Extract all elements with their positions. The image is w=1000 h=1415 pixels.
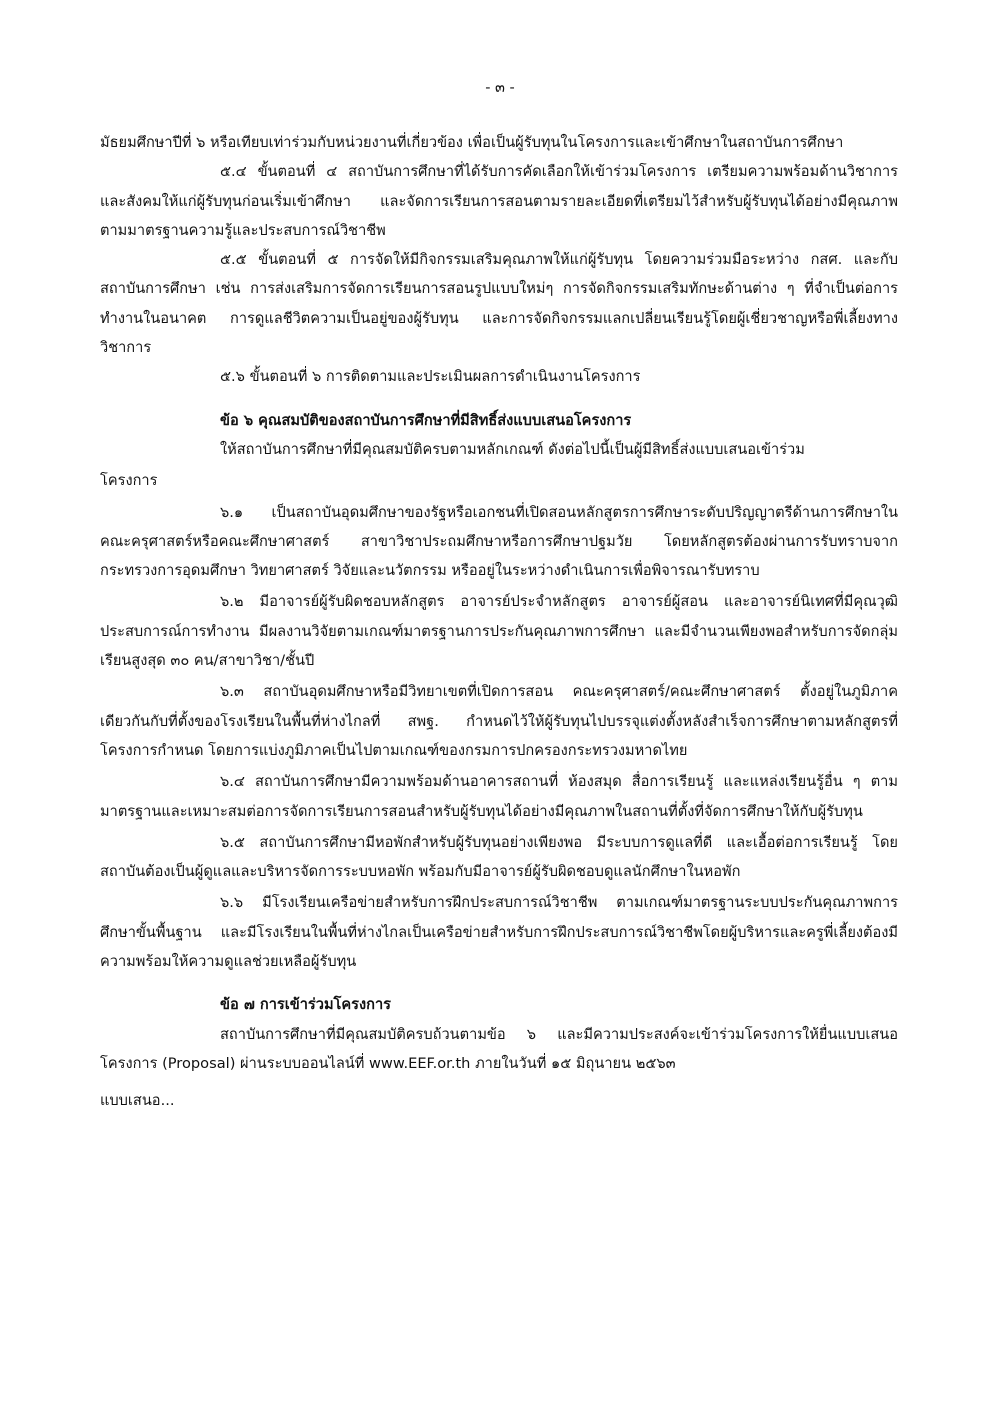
paragraph-6-3: ๖.๓ สถาบันอุดมศึกษาหรือมีวิทยาเขตที่เปิดการสอน คณะครุศาสตร์/คณะศึกษาศาสตร์ ตั้งอยู่ในภูมิภาคเดียวกันกับที่ตั้งของโรงเรียนในพื้นที่ห่างไกลที่ สพฐ. กำหนดไว้ให้ผู้รับทุนไปบรรจุแต่งตั้งหลังสำเร็จการศึกษาตามหลักสูตรที่โครงการกำหนด โดยการแบ่งภูมิภาคเป็นไปตามเกณฑ์ของกรมการปกครองกระทรวงมหาดไทย	[100, 683, 898, 759]
paragraph-6-intro-cont: โครงการ	[100, 472, 158, 490]
paragraph-6-6: ๖.๖ มีโรงเรียนเครือข่ายสำหรับการฝึกประสบการณ์วิชาชีพ ตามเกณฑ์มาตรฐานระบบประกันคุณภาพการศึกษาขั้นพื้นฐาน และมีโรงเรียนในพื้นที่ห่างไกลเป็นเครือข่ายสำหรับการฝึกประสบการณ์วิชาชีพโดยผู้บริหารและครูพี่เลี้ยงต้องมีความพร้อมให้ความดูแลช่วยเหลือผู้รับทุน	[100, 894, 898, 971]
paragraph-6-intro: ให้สถาบันการศึกษาที่มีคุณสมบัติครบตามหลักเกณฑ์ ดังต่อไปนี้เป็นผู้มีสิทธิ์ส่งแบบเสนอเข้าร่วม	[220, 440, 805, 458]
paragraph-7-1: สถาบันการศึกษาที่มีคุณสมบัติครบถ้วนตามข้อ ๖ และมีความประสงค์จะเข้าร่วมโครงการให้ยื่นแบบเสนอโครงการ (Proposal) ผ่านระบบออนไลน์ที่ www.EEF.or.th ภายในวันที่ ๑๕ มิถุนายน ๒๕๖๓	[100, 1025, 898, 1072]
paragraph-6-4: ๖.๔ สถาบันการศึกษามีความพร้อมด้านอาคารสถานที่ ห้องสมุด สื่อการเรียนรู้ และแหล่งเรียนรู้อื่น ๆ ตามมาตรฐานและเหมาะสมต่อการจัดการเรียนการสอนสำหรับผู้รับทุนได้อย่างมีคุณภาพในสถานที่ตั้งที่จัดการศึกษาให้กับผู้รับทุน	[100, 773, 898, 820]
paragraph-6-2: ๖.๒ มีอาจารย์ผู้รับผิดชอบหลักสูตร อาจารย์ประจำหลักสูตร อาจารย์ผู้สอน และอาจารย์นิเทศที่มีคุณวุฒิประสบการณ์การทำงาน มีผลงานวิจัยตามเกณฑ์มาตรฐานการประกันคุณภาพการศึกษา และมีจำนวนเพียงพอสำหรับการจัดกลุ่มเรียนสูงสุด ๓๐ คน/สาขาวิชา/ชั้นปี	[100, 593, 898, 670]
paragraph-step-5-6: ๕.๖ ขั้นตอนที่ ๖ การติดตามและประเมินผลการดำเนินงานโครงการ	[220, 368, 641, 386]
continued-marker: แบบเสนอ...	[100, 1092, 175, 1110]
paragraph-step-5-4: ๕.๔ ขั้นตอนที่ ๔ สถาบันการศึกษาที่ได้รับการคัดเลือกให้เข้าร่วมโครงการ เตรียมความพร้อมด้านวิชาการและสังคมให้แก่ผู้รับทุนก่อนเริ่มเข้าศึกษา และจัดการเรียนการสอนตามรายละเอียดที่เตรียมไว้สำหรับผู้รับทุนได้อย่างมีคุณภาพตามมาตรฐานความรู้และประสบการณ์วิชาชีพ	[100, 163, 898, 239]
section-heading-7: ข้อ ๗ การเข้าร่วมโครงการ	[220, 996, 391, 1014]
paragraph-step-5-5: ๕.๕ ขั้นตอนที่ ๕ การจัดให้มีกิจกรรมเสริมคุณภาพให้แก่ผู้รับทุน โดยความร่วมมือระหว่าง กสศ. และกับสถาบันการศึกษา เช่น การส่งเสริมการจัดการเรียนการสอนรูปแบบใหม่ๆ การจัดกิจกรรมเสริมทักษะด้านต่าง ๆ ที่จำเป็นต่อการทำงานในอนาคต การดูแลชีวิตความเป็นอยู่ของผู้รับทุน และการจัดกิจกรรมแลกเปลี่ยนเรียนรู้โดยผู้เชี่ยวชาญหรือพี่เลี้ยงทางวิชาการ	[100, 251, 898, 357]
paragraph-continuation: มัธยมศึกษาปีที่ ๖ หรือเทียบเท่าร่วมกับหน่วยงานที่เกี่ยวข้อง เพื่อเป็นผู้รับทุนในโครงการและเข้าศึกษาในสถาบันการศึกษา	[100, 134, 844, 151]
section-heading-6: ข้อ ๖ คุณสมบัติของสถาบันการศึกษาที่มีสิทธิ์ส่งแบบเสนอโครงการ	[220, 411, 632, 429]
paragraph-6-1: ๖.๑ เป็นสถาบันอุดมศึกษาของรัฐหรือเอกชนที่เปิดสอนหลักสูตรการศึกษาระดับปริญญาตรีด้านการศึกษาในคณะครุศาสตร์หรือคณะศึกษาศาสตร์ สาขาวิชาประถมศึกษาหรือการศึกษาปฐมวัย โดยหลักสูตรต้องผ่านการรับทราบจากกระทรวงการอุดมศึกษา วิทยาศาสตร์ วิจัยและนวัตกรรม หรืออยู่ในระหว่างดำเนินการเพื่อพิจารณารับทราบ	[100, 503, 898, 580]
page-number: - ๓ -	[485, 80, 515, 96]
paragraph-6-5: ๖.๕ สถาบันการศึกษามีหอพักสำหรับผู้รับทุนอย่างเพียงพอ มีระบบการดูแลที่ดี และเอื้อต่อการเรียนรู้ โดยสถาบันต้องเป็นผู้ดูแลและบริหารจัดการระบบหอพัก พร้อมกับมีอาจารย์ผู้รับผิดชอบดูแลนักศึกษาในหอพัก	[100, 833, 898, 881]
document-body	[100, 128, 898, 1116]
